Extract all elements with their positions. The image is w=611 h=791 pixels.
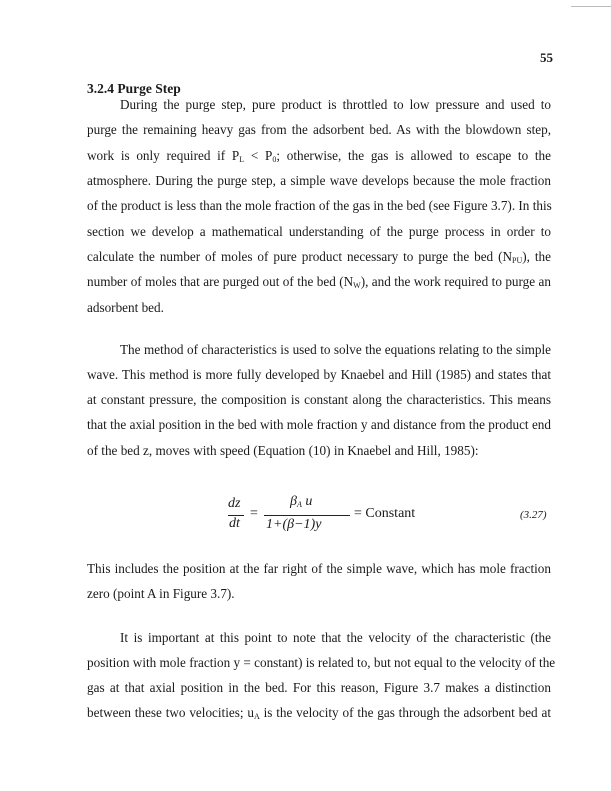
eq-rhs-numerator: $\beta_A$ u [290,494,313,509]
text-line: at constant pressure, the composition is constant along the characteristics. This means [87,392,551,407]
text-line: of the product is less than the mole fraction of the gas in the bed (see Figure 3.7). In this [87,198,552,213]
equation-3-27 [228,496,558,540]
text-line: purge the remaining heavy gas from the adsorbent bed. As with the blowdown step, [87,122,551,137]
text-line: The method of characteristics is used to solve the equations relating to the simple [120,342,551,357]
text-line: zero (point A in Figure 3.7). [87,586,235,601]
text-line: work is only required if $P_L < P_0$; otherwise, the gas is allowed to escape to the [87,148,551,164]
text-line: This includes the position at the far right of the simple wave, which has mole fraction [87,561,551,576]
eq-equals: = [250,506,258,521]
section-heading: 3.2.4 Purge Step [87,81,181,96]
text-line: position with mole fraction y = constant) is related to, but not equal to the velocity of the [87,655,556,670]
text-line: calculate the number of moles of pure product necessary to purge the bed $(N_{PU})$, the [87,249,551,265]
text-line: adsorbent bed. [87,300,164,315]
text-line: of the bed z, moves with speed (Equation (10) in Knaebel and Hill, 1985): [87,443,479,458]
page-number: 55 [540,50,553,65]
eq-lhs-denominator: dt [229,516,240,531]
eq-rhs-denominator: 1+(β−1)y [266,517,322,532]
text-line: It is important at this point to note that the velocity of the characteristic (the [120,630,551,645]
eq-lhs-numerator: dz [228,496,241,511]
text-line: atmosphere. During the purge step, a simple wave develops because the mole fraction [87,173,551,188]
text-line: section we develop a mathematical understanding of the purge process in order to [87,224,551,239]
eq-constant: = Constant [354,506,416,521]
scan-edge-line [571,6,611,7]
text-line: gas at that axial position in the bed. For this reason, Figure 3.7 makes a distinction [87,680,551,695]
text-line: During the purge step, pure product is throttled to low pressure and used to [120,97,551,112]
equation-number: (3.27) [520,509,547,521]
text-line: number of moles that are purged out of the bed $(N_W)$, and the work required to purge an [87,274,551,290]
text-line: between these two velocities; $u_A$ is the velocity of the gas through the adsorbent bed at [87,705,551,721]
text-line: wave. This method is more fully developed by Knaebel and Hill (1985) and states that [87,367,551,382]
eq-rhs-fraction-bar [264,515,350,516]
text-line: that the axial position in the bed with mole fraction y and distance from the product end [87,417,551,432]
